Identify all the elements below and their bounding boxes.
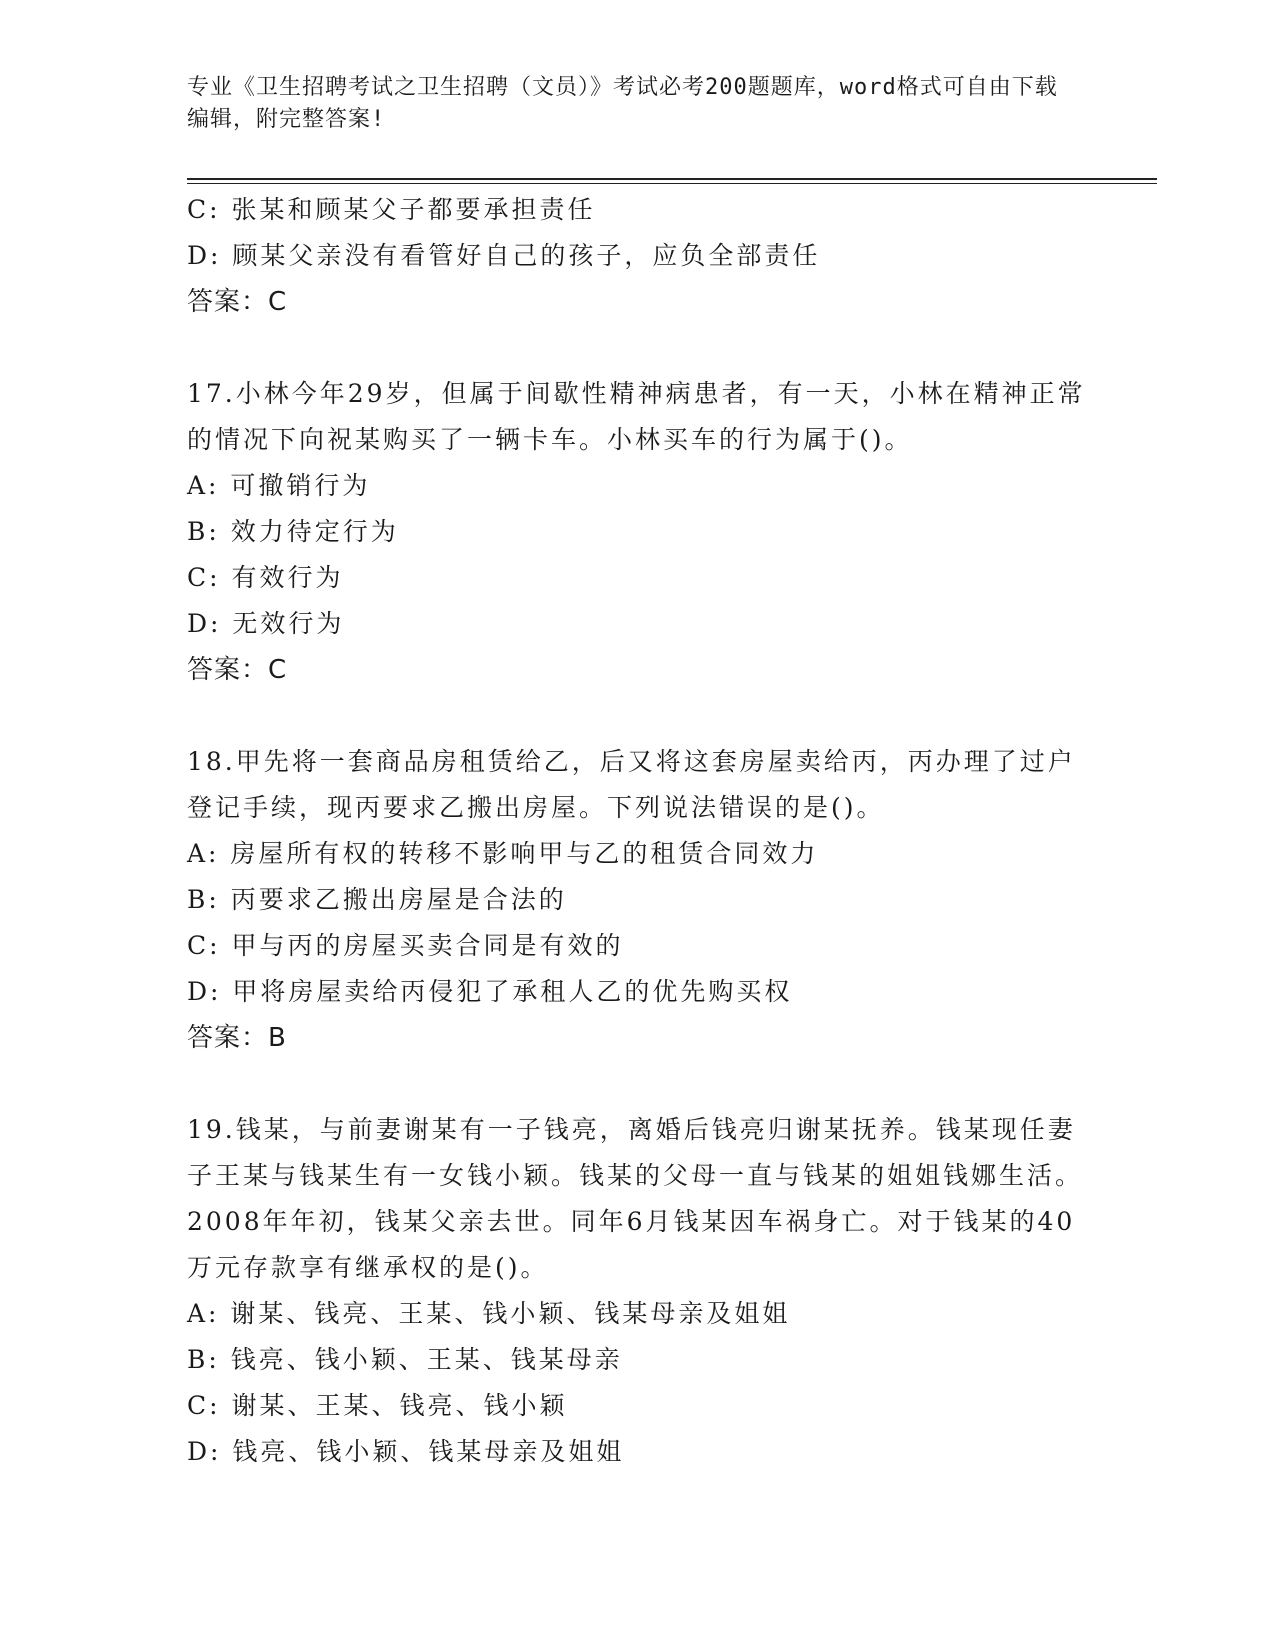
question-content xyxy=(187,187,1087,1475)
question-16-tail xyxy=(187,187,1087,325)
option-b: B: 丙要求乙搬出房屋是合法的 xyxy=(187,885,567,914)
option-d: D: 甲将房屋卖给丙侵犯了承租人乙的优先购买权 xyxy=(187,977,793,1006)
answer-line: 答案：C xyxy=(187,655,288,685)
option-d: D: 无效行为 xyxy=(187,609,345,638)
option-a: A: 可撤销行为 xyxy=(187,471,371,500)
option-d: D: 钱亮、钱小颖、钱某母亲及姐姐 xyxy=(187,1437,625,1466)
option-c: C: 甲与丙的房屋买卖合同是有效的 xyxy=(187,931,624,960)
header-rule-thick xyxy=(187,178,1157,180)
option-a: A: 房屋所有权的转移不影响甲与乙的租赁合同效力 xyxy=(187,839,819,868)
option-c: C: 有效行为 xyxy=(187,563,344,592)
question-stem: 18.甲先将一套商品房租赁给乙，后又将这套房屋卖给丙，丙办理了过户登记手续，现丙要求乙搬出房屋。下列说法错误的是()。 xyxy=(187,747,1076,822)
option-b: B: 效力待定行为 xyxy=(187,517,399,546)
option-b: B: 钱亮、钱小颖、王某、钱某母亲 xyxy=(187,1345,623,1374)
header-rule-thin xyxy=(187,183,1157,184)
question-18 xyxy=(187,739,1087,1061)
document-header: 专业《卫生招聘考试之卫生招聘（文员）》考试必考200题题库，word格式可自由下载编辑，附完整答案! xyxy=(187,75,1058,132)
option-a: A: 谢某、钱亮、王某、钱小颖、钱某母亲及姐姐 xyxy=(187,1299,791,1328)
question-stem: 17.小林今年29岁，但属于间歇性精神病患者，有一天，小林在精神正常的情况下向祝某购买了一辆卡车。小林买车的行为属于()。 xyxy=(187,379,1086,454)
option-c: C: 张某和顾某父子都要承担责任 xyxy=(187,195,596,224)
option-c: C: 谢某、王某、钱亮、钱小颖 xyxy=(187,1391,568,1420)
spacer xyxy=(187,325,1087,371)
option-d: D: 顾某父亲没有看管好自己的孩子，应负全部责任 xyxy=(187,241,821,270)
answer-line: 答案：C xyxy=(187,287,288,317)
answer-line: 答案：B xyxy=(187,1023,287,1053)
question-19 xyxy=(187,1107,1087,1475)
spacer xyxy=(187,1061,1087,1107)
question-17 xyxy=(187,371,1087,693)
question-stem: 19.钱某，与前妻谢某有一子钱亮，离婚后钱亮归谢某抚养。钱某现任妻子王某与钱某生有一女钱小颖。钱某的父母一直与钱某的姐姐钱娜生活。2008年年初，钱某父亲去世。同年6月钱某因车祸身亡。对于钱某的40万元存款享有继承权的是()。 xyxy=(187,1115,1084,1282)
spacer xyxy=(187,693,1087,739)
